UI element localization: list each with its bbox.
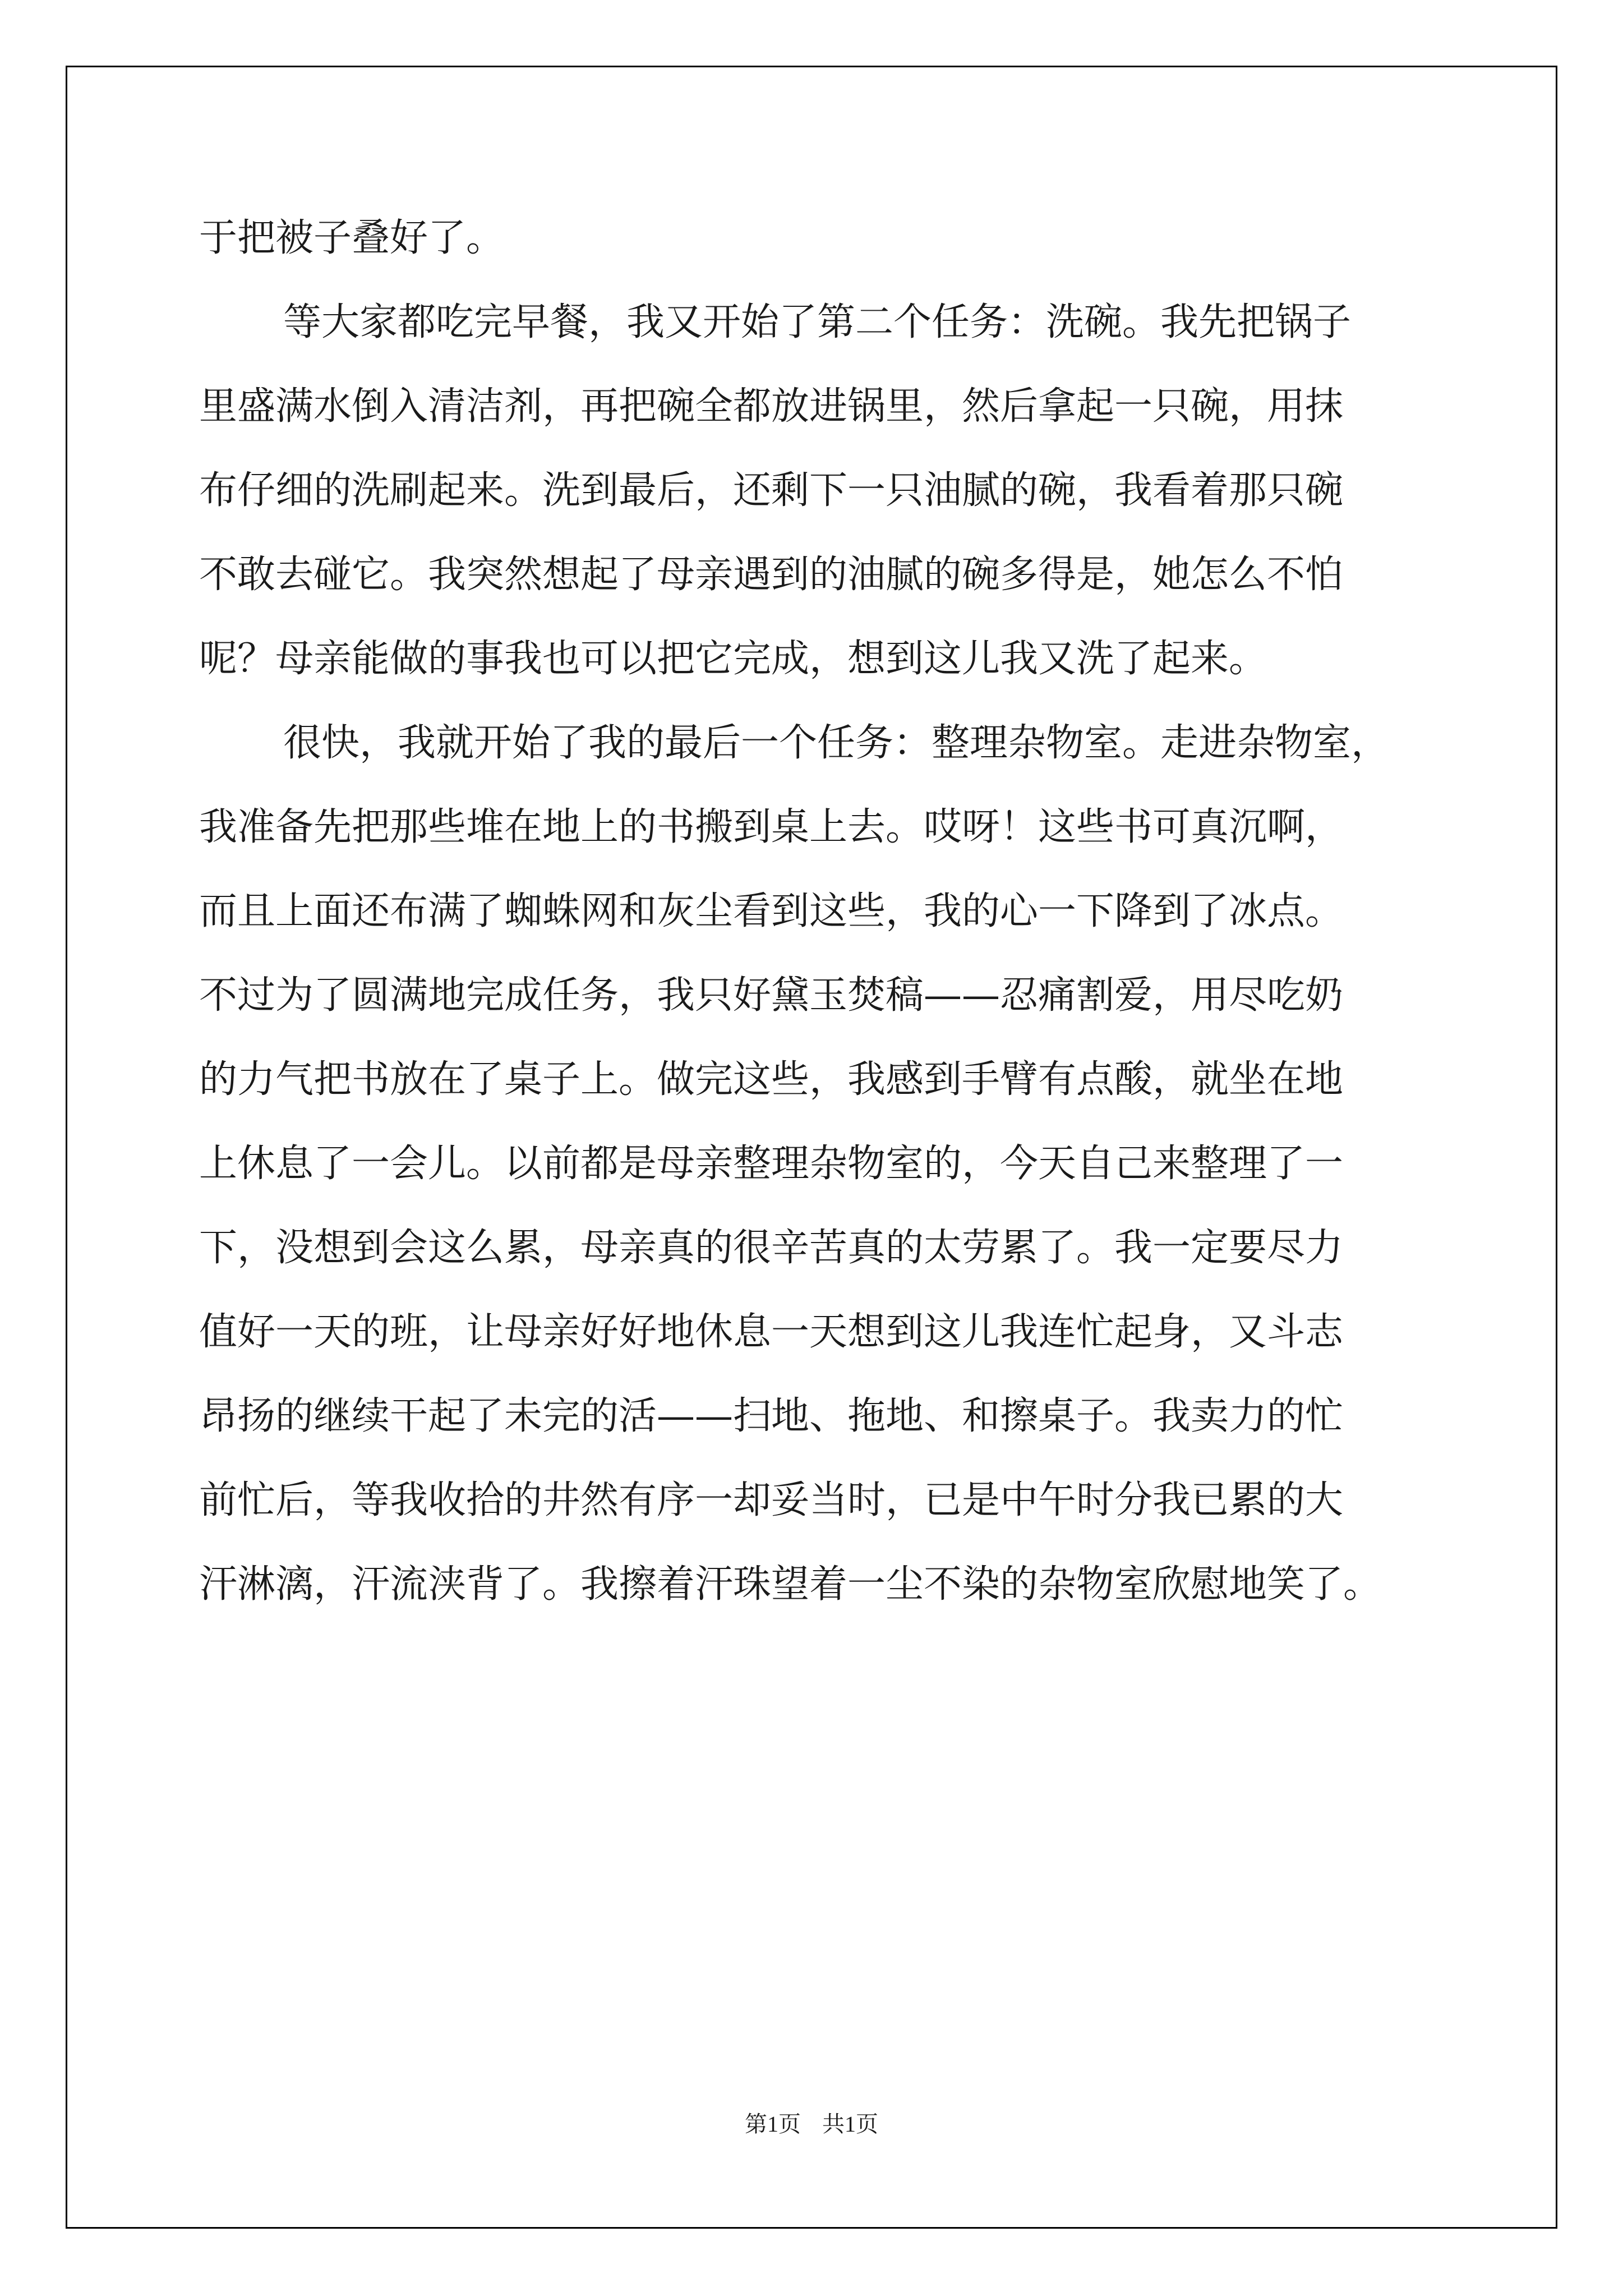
page-footer [0,2110,1623,2138]
paragraph-start-line: 等大家都吃完早餐，我又开始了第二个任务：洗碗。我先把锅子 [283,300,1352,344]
text-line: 昂扬的继续干起了未完的活——扫地、拖地、和擦桌子。我卖力的忙 [199,1394,1344,1438]
text-line: 于把被子叠好了。 [199,216,505,260]
text-line: 布仔细的洗刷起来。洗到最后，还剩下一只油腻的碗，我看着那只碗 [199,468,1344,513]
text-line: 里盛满水倒入清洁剂，再把碗全都放进锅里，然后拿起一只碗，用抹 [199,384,1344,429]
text-line: 值好一天的班，让母亲好好地休息一天想到这儿我连忙起身，又斗志 [199,1310,1344,1354]
text-line: 我准备先把那些堆在地上的书搬到桌上去。哎呀！这些书可真沉啊， [199,805,1344,849]
text-line: 不敢去碰它。我突然想起了母亲遇到的油腻的碗多得是，她怎么不怕 [199,553,1344,597]
text-line: 下，没想到会这么累，母亲真的很辛苦真的太劳累了。我一定要尽力 [199,1226,1344,1270]
text-line: 汗淋漓，汗流浃背了。我擦着汗珠望着一尘不染的杂物室欣慰地笑了。 [199,1562,1382,1607]
text-line: 的力气把书放在了桌子上。做完这些，我感到手臂有点酸，就坐在地 [199,1057,1344,1102]
text-line: 不过为了圆满地完成任务，我只好黛玉焚稿——忍痛割爱，用尽吃奶 [199,973,1344,1018]
text-line: 前忙后，等我收拾的井然有序一却妥当时，已是中午时分我已累的大 [199,1478,1344,1522]
text-line: 上休息了一会儿。以前都是母亲整理杂物室的，今天自己来整理了一 [199,1142,1344,1186]
text-line: 呢？母亲能做的事我也可以把它完成，想到这儿我又洗了起来。 [199,637,1267,681]
paragraph-start-line: 很快，我就开始了我的最后一个任务：整理杂物室。走进杂物室， [283,721,1390,765]
page-number: 第1页 [745,2111,801,2137]
page-total: 共1页 [822,2111,878,2137]
text-line: 而且上面还布满了蜘蛛网和灰尘看到这些，我的心一下降到了冰点。 [199,889,1344,933]
